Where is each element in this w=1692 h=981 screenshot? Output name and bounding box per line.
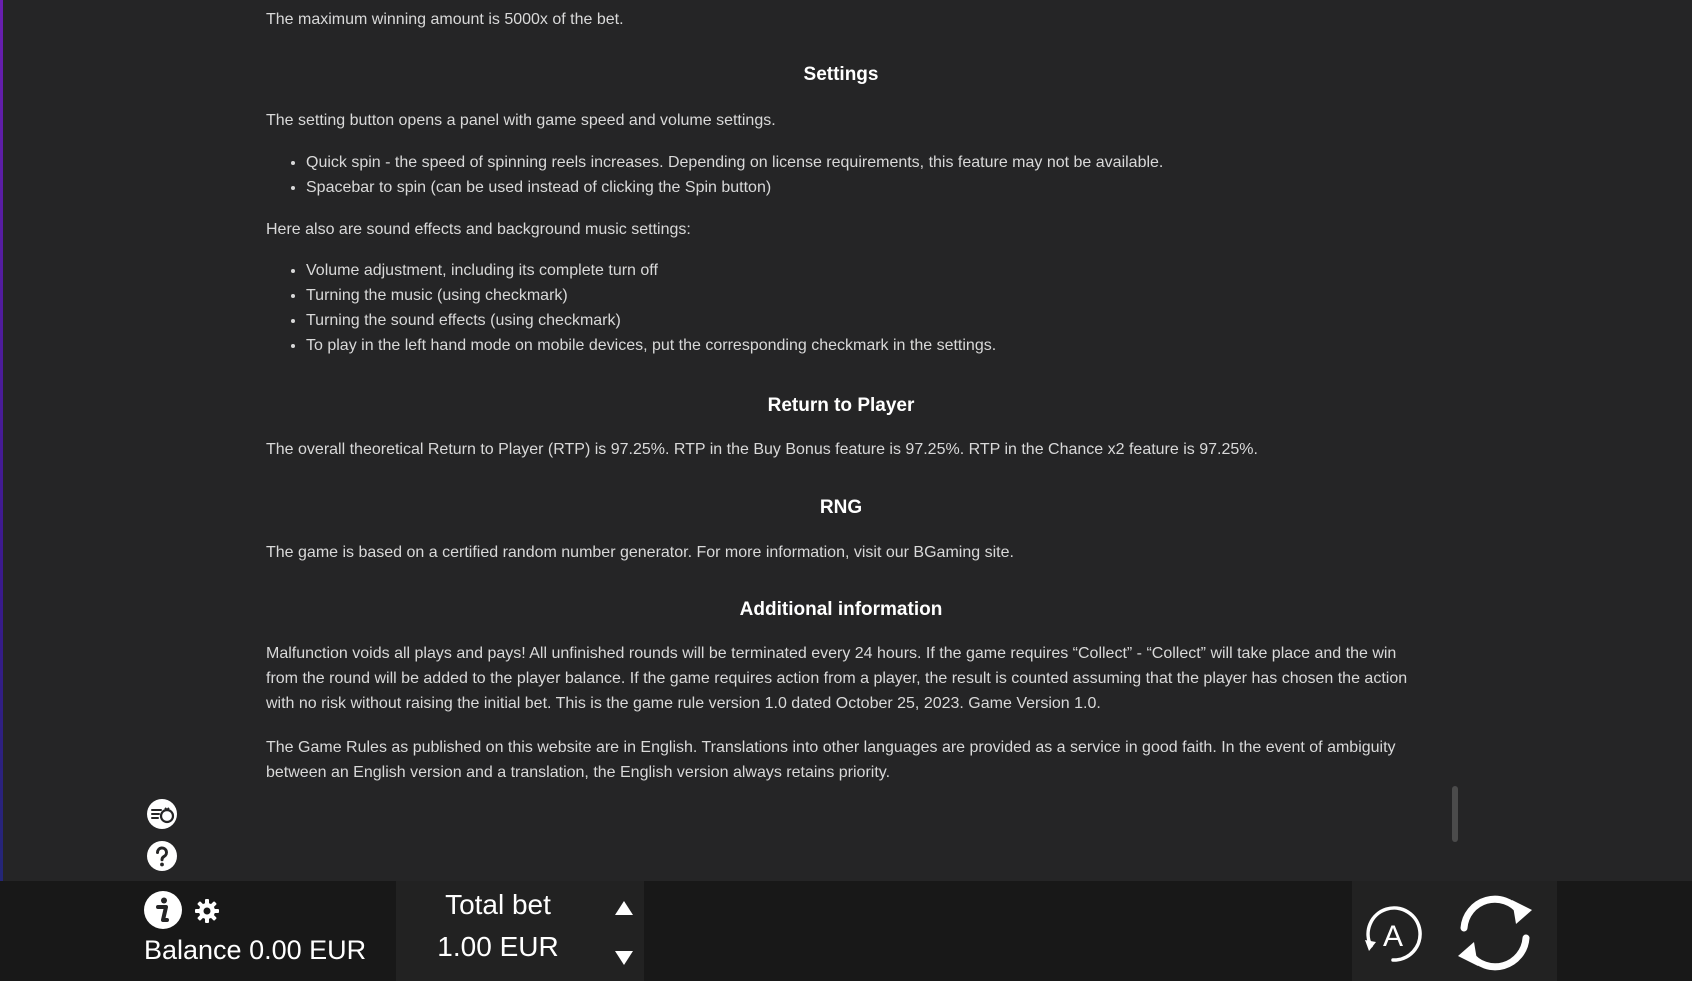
list-item: • To play in the left hand mode on mobile devices, put the corresponding checkmark in the settings.	[306, 333, 996, 358]
max-win-text: The maximum winning amount is 5000x of the bet.	[266, 11, 624, 28]
rtp-text: The overall theoretical Return to Player (RTP) is 97.25%. RTP in the Buy Bonus feature is 97.25%. RTP in the Chance x2 feature is 97.25%.	[266, 441, 1258, 458]
sound-settings-list	[266, 258, 996, 358]
additional-info-text: Malfunction voids all plays and pays! All unfinished rounds will be terminated every 24 hours. If the game requires “Collect” - “Collect” will take place and the win from the round will be added to the player balance. If the game requires action from a player, the result is counted assuming that the player has chosen the action with no risk without raising the initial bet. This is the game rule version 1.0 dated October 25, 2023. Game Version 1.0.	[266, 645, 1408, 712]
scrollbar-thumb[interactable]	[1452, 786, 1458, 842]
sound-settings-text: Here also are sound effects and background music settings:	[266, 221, 691, 238]
bet-increase-button[interactable]	[604, 888, 644, 928]
rtp-heading: Return to Player	[767, 395, 915, 416]
help-icon[interactable]	[146, 840, 178, 872]
spin-button[interactable]	[1450, 888, 1540, 978]
rng-heading: RNG	[819, 497, 863, 518]
autoplay-label: A	[1382, 920, 1404, 953]
spin-icon	[1450, 888, 1540, 978]
info-icon[interactable]	[143, 890, 183, 930]
language-notice-text: The Game Rules as published on this website are in English. Translations into other languages are provided as a service in good faith. In the event of ambiguity between an English version and a translation, the English version always retains priority.	[266, 739, 1396, 781]
arrow-up-icon	[614, 900, 634, 916]
additional-info-heading: Additional information	[739, 599, 943, 620]
bet-history-icon[interactable]	[146, 798, 178, 830]
list-item: • Turning the sound effects (using checkmark)	[306, 308, 996, 333]
list-item: • Turning the music (using checkmark)	[306, 283, 996, 308]
total-bet-label: Total bet	[445, 889, 551, 920]
bet-decrease-button[interactable]	[604, 938, 644, 978]
settings-heading: Settings	[803, 64, 879, 85]
list-item: • Quick spin - the speed of spinning reels increases. Depending on license requirements, this feature may not be available.	[306, 150, 1163, 175]
balance-display: Balance 0.00 EUR	[144, 935, 367, 965]
arrow-down-icon	[614, 950, 634, 966]
autoplay-icon	[1359, 900, 1427, 968]
settings-text: The setting button opens a panel with game speed and volume settings.	[266, 112, 776, 129]
gear-icon[interactable]	[193, 897, 221, 925]
autoplay-button[interactable]	[1359, 900, 1427, 968]
left-edge-accent	[0, 0, 3, 981]
settings-list	[266, 150, 1163, 200]
list-item: • Spacebar to spin (can be used instead of clicking the Spin button)	[306, 175, 1163, 200]
rng-text: The game is based on a certified random number generator. For more information, visit our BGaming site.	[266, 544, 1014, 561]
list-item: • Volume adjustment, including its complete turn off	[306, 258, 996, 283]
total-bet-value: 1.00 EUR	[437, 931, 559, 962]
